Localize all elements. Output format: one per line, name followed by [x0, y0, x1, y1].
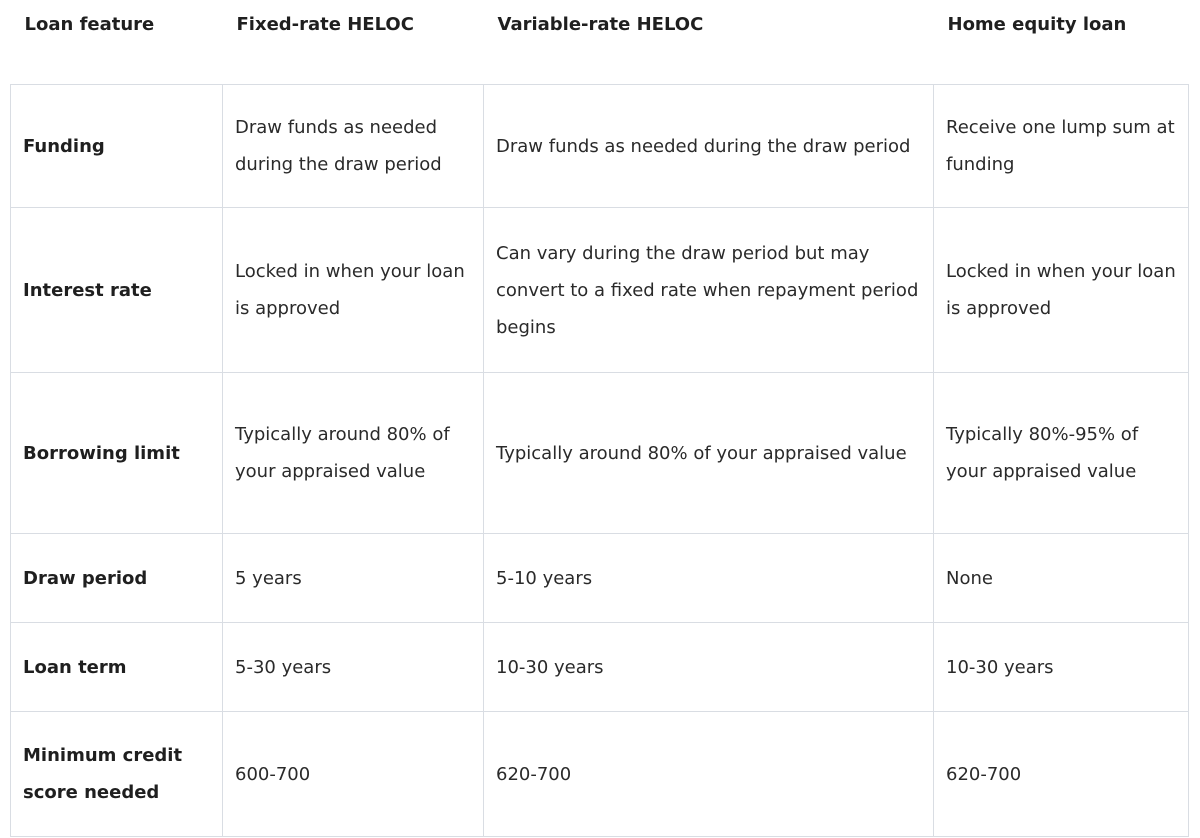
row-label-minimum-credit-score: Minimum credit score needed — [11, 712, 223, 837]
cell-variable: 10-30 years — [484, 623, 934, 712]
row-label-funding: Funding — [11, 85, 223, 208]
cell-variable: Can vary during the draw period but may convert to a fixed rate when repayment period begins — [484, 208, 934, 373]
row-label-interest-rate: Interest rate — [11, 208, 223, 373]
cell-fixed: 5-30 years — [223, 623, 484, 712]
cell-fixed: 600-700 — [223, 712, 484, 837]
table-row — [11, 534, 1189, 623]
cell-fixed: Draw funds as needed during the draw period — [223, 85, 484, 208]
cell-home-equity: 620-700 — [934, 712, 1189, 837]
table-row — [11, 712, 1189, 837]
table-row — [11, 85, 1189, 208]
cell-home-equity: Receive one lump sum at funding — [934, 85, 1189, 208]
cell-variable: 620-700 — [484, 712, 934, 837]
table-row — [11, 373, 1189, 534]
table-row — [11, 208, 1189, 373]
cell-home-equity: Typically 80%-95% of your appraised value — [934, 373, 1189, 534]
cell-variable: 5-10 years — [484, 534, 934, 623]
cell-home-equity: Locked in when your loan is approved — [934, 208, 1189, 373]
header-variable-rate-heloc: Variable-rate HELOC — [484, 0, 934, 85]
cell-home-equity: 10-30 years — [934, 623, 1189, 712]
cell-fixed: Locked in when your loan is approved — [223, 208, 484, 373]
cell-variable: Typically around 80% of your appraised value — [484, 373, 934, 534]
loan-comparison-table — [10, 0, 1189, 837]
row-label-draw-period: Draw period — [11, 534, 223, 623]
header-home-equity-loan: Home equity loan — [934, 0, 1189, 85]
cell-fixed: Typically around 80% of your appraised value — [223, 373, 484, 534]
row-label-borrowing-limit: Borrowing limit — [11, 373, 223, 534]
comparison-table-container — [10, 0, 1188, 837]
cell-home-equity: None — [934, 534, 1189, 623]
header-fixed-rate-heloc: Fixed-rate HELOC — [223, 0, 484, 85]
cell-variable: Draw funds as needed during the draw period — [484, 85, 934, 208]
row-label-loan-term: Loan term — [11, 623, 223, 712]
table-row — [11, 623, 1189, 712]
header-loan-feature: Loan feature — [11, 0, 223, 85]
cell-fixed: 5 years — [223, 534, 484, 623]
table-header-row — [11, 0, 1189, 85]
